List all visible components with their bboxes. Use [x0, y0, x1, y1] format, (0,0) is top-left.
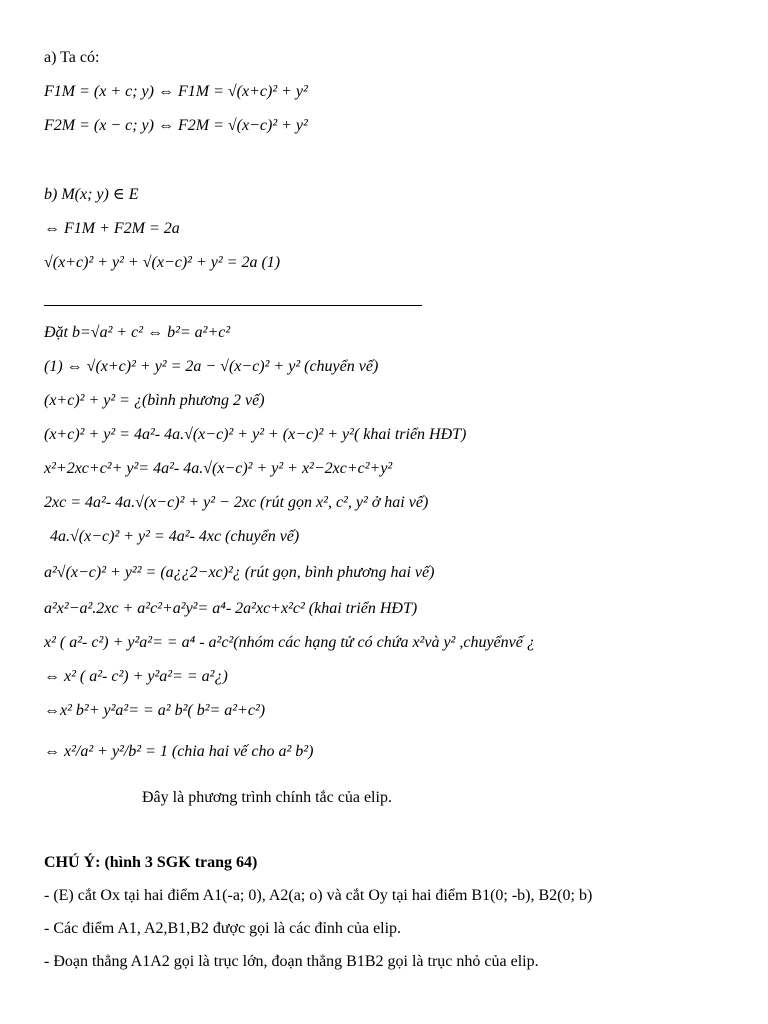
step-reduce: 2xc = 4a²- 4a.√(x−c)² + y² − 2xc (rút gọn x², c², y² ở hai vế): [44, 494, 429, 511]
step-move: (1) ⇔ √(x+c)² + y² = 2a − √(x−c)² + y² (chuyển vế): [44, 358, 379, 375]
section-divider: [44, 305, 422, 306]
part-a-heading: a) Ta có:: [44, 49, 100, 66]
step-iso: 4a.√(x−c)² + y² = 4a²- 4xc (chuyển vế): [50, 528, 300, 545]
step-final: ⇔ x²/a² + y²/b² = 1 (chia hai vế cho a² b²): [44, 743, 314, 760]
step-group: x² ( a²- c²) + y²a²= = a⁴ - a²c²(nhóm các hạng tử có chứa x²và y² ,chuyểnvế ¿: [44, 634, 535, 651]
note-heading: CHÚ Ý: (hình 3 SGK trang 64): [44, 854, 258, 871]
step-b-squared: ⇔x² b²+ y²a²= = a² b²( b²= a²+c²): [44, 702, 266, 719]
note-item-1: - (E) cắt Ox tại hai điểm A1(-a; 0), A2(a; o) và cắt Oy tại hai điểm B1(0; -b), B2(0; b): [44, 887, 593, 904]
step-set-b: Đặt b=√a² + c² ⇔ b²= a²+c²: [44, 324, 231, 341]
note-item-3: - Đoạn thẳng A1A2 gọi là trục lớn, đoạn thẳng B1B2 gọi là trục nhỏ của elip.: [44, 953, 539, 970]
conclusion: Đây là phương trình chính tắc của elip.: [142, 789, 392, 806]
step-full: x²+2xc+c²+ y²= 4a²- 4a.√(x−c)² + y² + x²−2xc+c²+y²: [44, 460, 393, 477]
step-square-2: a²√(x−c)² + y²² = (a¿¿2−xc)²¿ (rút gọn, bình phương hai vế): [44, 564, 435, 581]
equation-f2m: F2M = (x − c; y) ⇔ F2M = √(x−c)² + y²: [44, 117, 308, 134]
equation-1: √(x+c)² + y² + √(x−c)² + y² = 2a (1): [44, 254, 281, 271]
note-item-2: - Các điểm A1, A2,B1,B2 được gọi là các đỉnh của elip.: [44, 920, 402, 937]
equation-f1m: F1M = (x + c; y) ⇔ F1M = √(x+c)² + y²: [44, 83, 308, 100]
equation-sum: ⇔ F1M + F2M = 2a: [44, 220, 180, 237]
step-expand: (x+c)² + y² = 4a²- 4a.√(x−c)² + y² + (x−c)² + y²( khai triển HĐT): [44, 426, 467, 443]
step-hdt: a²x²−a².2xc + a²c²+a²y²= a⁴- 2a²xc+x²c² (khai triển HĐT): [44, 600, 418, 617]
step-group-2: ⇔ x² ( a²- c²) + y²a²= = a²¿): [44, 668, 228, 685]
step-square: (x+c)² + y² = ¿(bình phương 2 vế): [44, 392, 265, 409]
part-b-heading: b) M(x; y) ∈ E: [44, 186, 139, 203]
